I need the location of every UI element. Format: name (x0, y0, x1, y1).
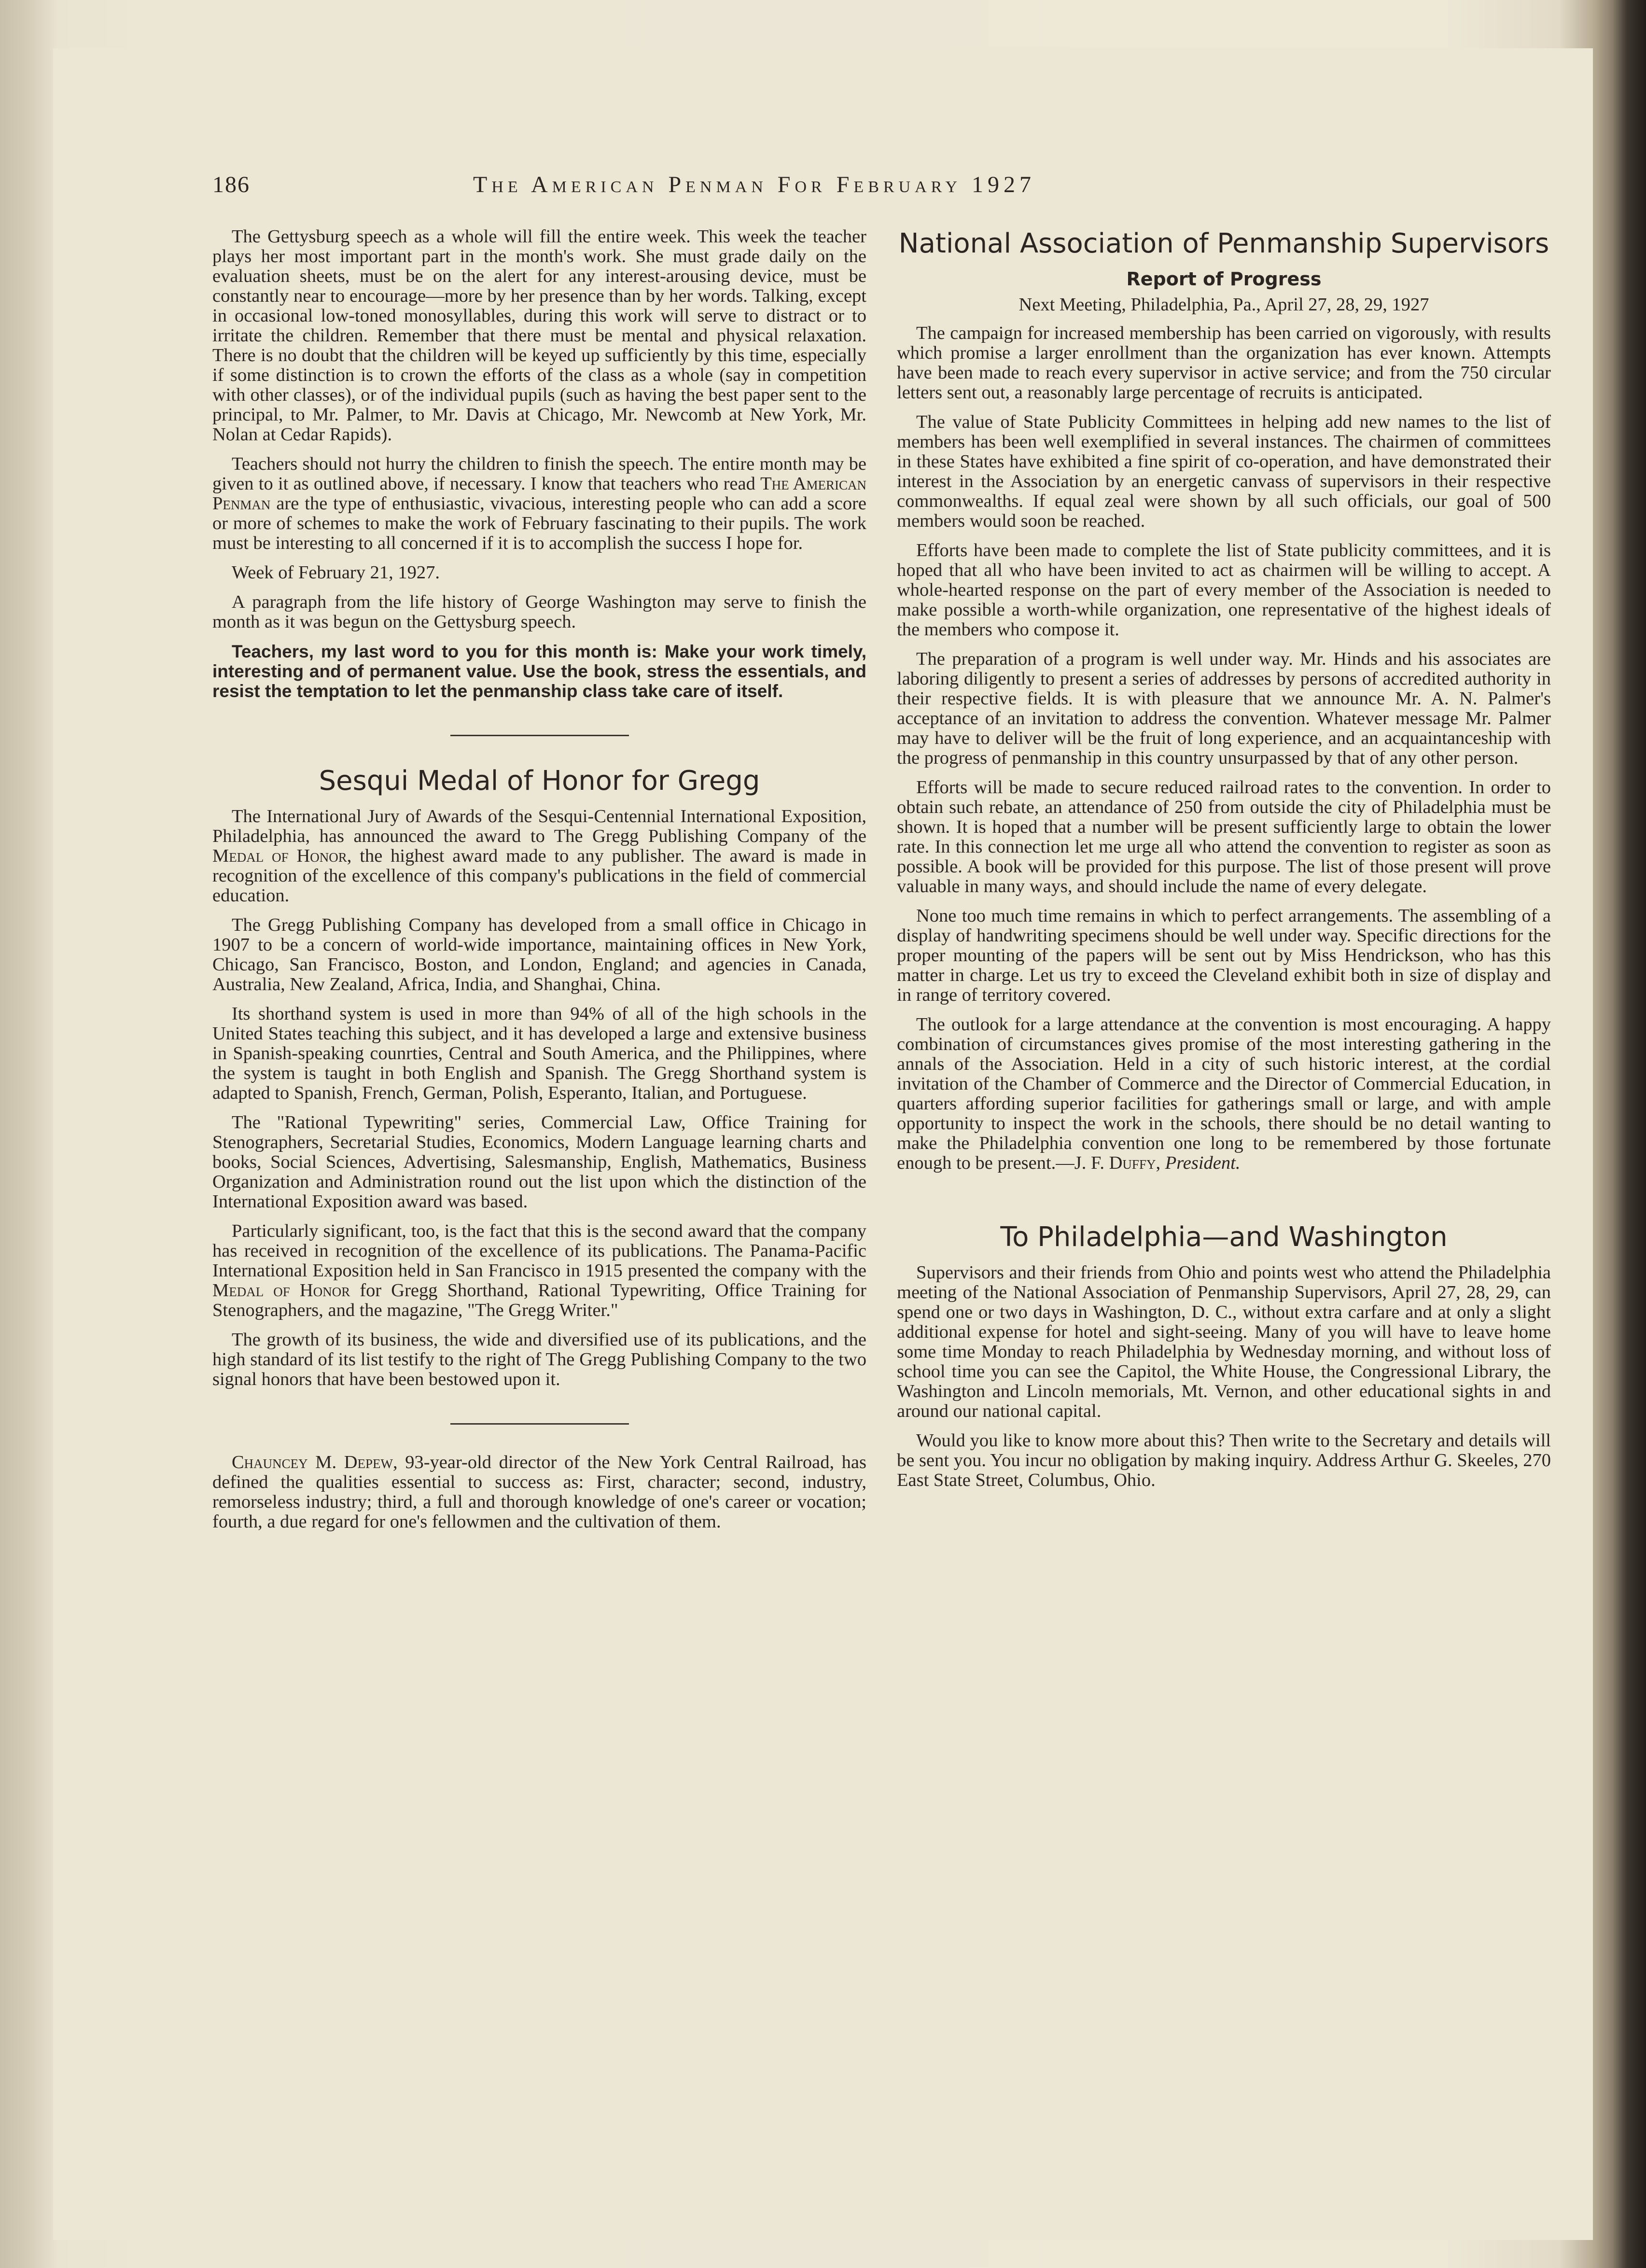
association-paragraph-2: The value of State Publicity Committees in helping add new names to the list of members has been well exemplified in several instances. The chairmen of committees in these States have exhibited a fine spirit of co-operation, and have demonstrated their interest in the Association by an energetic canvass of supervisors in their respective commonwealths. If equal zeal were shown by all such officials, our goal of 500 members would soon be reached. (897, 412, 1551, 531)
running-head (212, 171, 1274, 200)
association-paragraph-4: The preparation of a program is well under way. Mr. Hinds and his associates are laboring diligently to present a series of addresses by persons of accredited authority in their respective fields. It is with pleasure that we announce Mr. A. N. Palmer's acceptance of an invitation to address the convention. Whatever message Mr. Palmer may have to deliver will be the fruit of long experience, and an acquaintanceship with the progress of penmanship in this country unsurpassed by that of any other person. (897, 649, 1551, 768)
philadelphia-paragraph-2: Would you like to know more about this? Then write to the Secretary and details will be sent you. You incur no obligation by making inquiry. Address Arthur G. Skeeles, 270 East State Street, Columbus, Ohio. (897, 1430, 1551, 1490)
medal-article-title: Sesqui Medal of Honor for Gregg (319, 765, 760, 797)
gettysburg-paragraph-1: The Gettysburg speech as a whole will fill the entire week. This week the teacher plays her most important part in the month's work. She must grade daily on the evaluation sheets, must be on the alert for any interest-arousing device, must be constantly near to encourage—more by her presence than by her words. Talking, except in occasional low-toned monosyllables, during this work will serve to distract or to irritate the children. Remember that there must be mental and physical relaxation. There is no doubt that the children will be keyed up sufficiently by this time, especially if some distinction is to crown the efforts of the class as a whole (say in competition with other classes), or of the individual pupils (such as having the best paper sent to the principal, to Mr. Palmer, to Mr. Davis at Chicago, Mr. Newcomb at New York, Mr. Nolan at Cedar Rapids). (212, 226, 866, 445)
depew-paragraph: Chauncey M. Depew, 93-year-old director of the New York Central Railroad, has defined the qualities essential to success as: First, character; second, industry, remorseless industry; third, a full and thorough knowledge of one's career or vocation; fourth, a due regard for one's fellowmen and the cultivation of them. (212, 1452, 866, 1532)
association-paragraph-6: None too much time remains in which to perfect arrangements. The assembling of a display of handwriting specimens should be well under way. Specific directions for the proper mounting of the papers will be sent out by Miss Hendrickson, who has this matter in charge. Let us try to exceed the Cleveland exhibit both in size of display and in range of territory covered. (897, 906, 1551, 1005)
section-spacer (897, 1183, 1551, 1220)
philadelphia-article-title: To Philadelphia—and Washington (1000, 1221, 1448, 1253)
left-column (212, 227, 866, 1541)
association-title: National Association of Penmanship Supervisors (898, 228, 1549, 259)
medal-paragraph-6: The growth of its business, the wide and diversified use of its publications, and the high standard of its list testify to the right of The Gregg Publishing Company to the two signal honors that have been bestowed upon it. (212, 1330, 866, 1389)
gettysburg-paragraph-3: A paragraph from the life history of George Washington may serve to finish the month as it was begun on the Gettysburg speech. (212, 592, 866, 632)
publication-title: The American Penman For February 1927 (473, 172, 1036, 197)
medal-name: Medal of Honor (212, 846, 347, 866)
section-divider (450, 1423, 629, 1425)
publication-name: The American Penman (212, 474, 866, 514)
association-paragraph-3: Efforts have been made to complete the list of State publicity committees, and it is hoped that all who have been invited to act as chairmen will be willing to accept. A whole-hearted response on the part of every member of the Association is needed to make possible a worth-while organization, one representative of the highest ideals of the members who compose it. (897, 540, 1551, 640)
association-paragraph-1: The campaign for increased membership has been carried on vigorously, with results which promise a larger enrollment than the organization has ever known. Attempts have been made to reach every supervisor in active service; and from the 750 circular letters sent out, a reasonably large percentage of recruits is anticipated. (897, 323, 1551, 403)
meeting-dateline: Next Meeting, Philadelphia, Pa., April 27, 28, 29, 1927 (1018, 294, 1429, 315)
right-column (897, 227, 1551, 1500)
page-number: 186 (212, 172, 250, 197)
philadelphia-paragraph-1: Supervisors and their friends from Ohio and points west who attend the Philadelphia meeting of the National Association of Penmanship Supervisors, April 27, 28, 29, can spend one or two days in Washington, D. C., without extra carfare and at only a slight additional expense for hotel and sight-seeing. Many of you will have to leave home some time Monday to reach Philadelphia by Wednesday morning, and without loss of school time you can see the Capitol, the White House, the Congressional Library, the Washington and Lincoln memorials, Mt. Vernon, and other educational sights in and around our national capital. (897, 1262, 1551, 1421)
gettysburg-paragraph-2: Teachers should not hurry the children to finish the speech. The entire month may be given to it as outlined above, if necessary. I know that teachers who read The American Penman are the type of enthusiastic, vivacious, interesting people who can add a score or more of schemes to make the work of February fascinating to their pupils. The work must be interesting to all concerned if it is to accomplish the success I hope for. (212, 454, 866, 553)
medal-paragraph-5: Particularly significant, too, is the fact that this is the second award that the company has received in recognition of the excellence of its publications. The Panama-Pacific International Exposition held in San Francisco in 1915 presented the company with the Medal of Honor for Gregg Shorthand, Rational Typewriting, Office Training for Stenographers, and the magazine, "The Gregg Writer." (212, 1221, 866, 1320)
closing-statement: Teachers, my last word to you for this month is: Make your work timely, interesting and of permanent value. Use the book, stress the essentials, and resist the temptation to let the penmanship class take care of itself. (212, 642, 866, 701)
association-paragraph-7: The outlook for a large attendance at the convention is most encouraging. A happy combination of circumstances gives promise of the most interesting gathering in the annals of the Association. Held in a city of such historic interest, at the cordial invitation of the Chamber of Commerce and the Director of Commercial Education, in quarters affording superior facilities for gatherings small or large, and with ample opportunity to inspect the work in the schools, there should be no detail wanting to make the Philadelphia convention one long to be remembered by those fortunate enough to be present.—J. F. Duffy, President. (897, 1014, 1551, 1173)
medal-name: Medal of Honor (212, 1280, 350, 1301)
signature-title: President. (1165, 1153, 1241, 1173)
depew-name: Chauncey M. Depew (232, 1452, 393, 1472)
association-paragraph-5: Efforts will be made to secure reduced railroad rates to the convention. In order to obtain such rebate, an attendance of 250 from outside the city of Philadelphia must be shown. It is hoped that a number will be present sufficiently large to obtain the lower rate. In this connection let me urge all who attend the convention to register as soon as possible. A book will be provided for this purpose. The list of those present will prove valuable in many ways, and should include the name of every delegate. (897, 777, 1551, 896)
week-dateline: Week of February 21, 1927. (232, 562, 440, 583)
association-subtitle: Report of Progress (1126, 268, 1322, 290)
medal-paragraph-4: The "Rational Typewriting" series, Commercial Law, Office Training for Stenographers, Secretarial Studies, Economics, Modern Language learning charts and books, Social Sciences, Advertising, Salesmanship, English, Mathematics, Business Organization and Administration round out the list upon which the distinction of the International Exposition award was based. (212, 1112, 866, 1212)
section-divider (450, 735, 629, 736)
signature-name: Duffy (1109, 1153, 1156, 1173)
medal-paragraph-1: The International Jury of Awards of the Sesqui-Centennial International Exposition, Philadelphia, has announced the award to The Gregg Publishing Company of the Medal of Honor, the highest award made to any publisher. The award is made in recognition of the excellence of this company's publications in the field of commercial education. (212, 806, 866, 906)
medal-paragraph-3: Its shorthand system is used in more than 94% of all of the high schools in the United States teaching this subject, and it has developed a large and extensive business in Spanish-speaking counrties, Central and South America, and the Philippines, where the system is taught in both English and Spanish. The Gregg Shorthand system is adapted to Spanish, French, German, Polish, Esperanto, Italian, and Portuguese. (212, 1004, 866, 1103)
medal-paragraph-2: The Gregg Publishing Company has developed from a small office in Chicago in 1907 to be a concern of world-wide importance, maintaining offices in New York, Chicago, San Francisco, Boston, and London, England; and agencies in Canada, Australia, New Zealand, Africa, India, and Shanghai, China. (212, 915, 866, 994)
